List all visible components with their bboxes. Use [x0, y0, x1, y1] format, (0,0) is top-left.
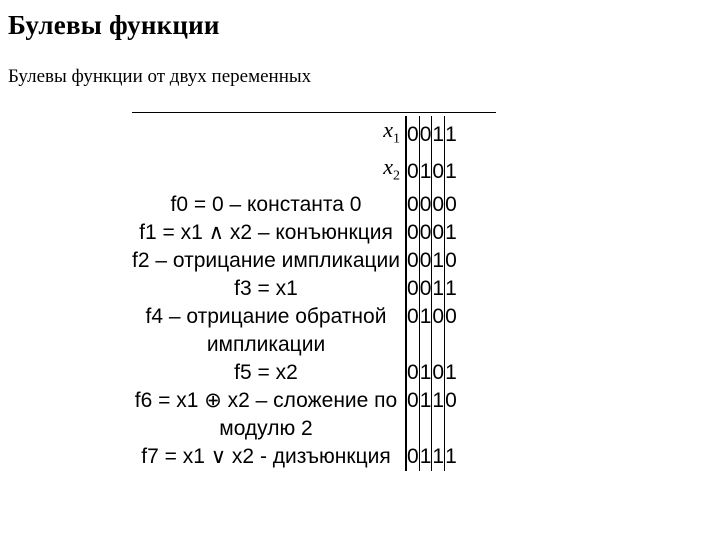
function-row [132, 219, 457, 247]
value-cell: 1 [445, 443, 457, 471]
value-cell: 1 [445, 359, 457, 387]
page-subtitle: Булевы функции от двух переменных [8, 66, 312, 87]
value-cell: 0 [445, 191, 457, 219]
value-cell: 1 [432, 116, 445, 153]
function-description: f5 = x2 [234, 360, 298, 384]
value-cell: 0 [406, 359, 419, 387]
value-cell: 1 [432, 247, 445, 275]
function-row-continuation [132, 331, 457, 359]
function-description: f4 – отрицание обратной [145, 304, 387, 328]
value-cell: 0 [406, 219, 419, 247]
function-description: f1 = x1 ∧ x2 – конъюнкция [139, 220, 393, 244]
function-description: f2 – отрицание импликации [132, 248, 400, 272]
value-cell: 0 [432, 359, 445, 387]
function-row [132, 247, 457, 275]
value-cell: 0 [406, 303, 419, 331]
value-cell: 1 [445, 153, 457, 190]
value-cell: 0 [419, 116, 432, 153]
value-cell [406, 415, 419, 443]
page-title: Булевы функции [8, 10, 220, 40]
table-top-rule [132, 112, 496, 113]
function-row [132, 303, 457, 331]
value-cell: 0 [445, 247, 457, 275]
value-cell: 1 [419, 359, 432, 387]
truth-table [132, 116, 457, 471]
function-description: f6 = x1 ⊕ x2 – сложение по [134, 388, 398, 412]
function-row [132, 191, 457, 219]
value-cell [419, 331, 432, 359]
function-description: импликации [206, 332, 326, 356]
function-description: f0 = 0 – константа 0 [170, 192, 362, 216]
value-cell [432, 415, 445, 443]
header-row [132, 116, 457, 153]
function-row [132, 275, 457, 303]
variable-label [132, 153, 406, 190]
value-cell: 0 [432, 303, 445, 331]
value-cell: 1 [445, 219, 457, 247]
value-cell: 0 [432, 219, 445, 247]
value-cell: 0 [406, 443, 419, 471]
function-row [132, 443, 457, 471]
value-cell: 1 [419, 387, 432, 415]
value-cell: 1 [419, 153, 432, 190]
value-cell: 0 [445, 303, 457, 331]
value-cell: 1 [432, 275, 445, 303]
value-cell: 0 [419, 275, 432, 303]
value-cell [406, 331, 419, 359]
value-cell: 0 [419, 191, 432, 219]
value-cell [445, 331, 457, 359]
variable-name: $x_1$ [383, 117, 400, 147]
value-cell: 1 [445, 116, 457, 153]
value-cell: 1 [445, 275, 457, 303]
truth-table-body [132, 116, 457, 471]
header-row [132, 153, 457, 190]
variable-label [132, 116, 406, 153]
function-description: f3 = x1 [234, 276, 298, 300]
value-cell: 0 [406, 116, 419, 153]
value-cell [419, 415, 432, 443]
value-cell: 1 [432, 443, 445, 471]
value-cell [432, 331, 445, 359]
value-cell: 0 [432, 191, 445, 219]
value-cell: 1 [432, 387, 445, 415]
function-description: f7 = x1 ∨ x2 - дизъюнкция [141, 444, 391, 468]
value-cell: 0 [419, 219, 432, 247]
function-description: модулю 2 [219, 416, 313, 440]
value-cell: 0 [445, 387, 457, 415]
value-cell: 0 [432, 153, 445, 190]
variable-subscript: 2 [393, 168, 400, 184]
function-row [132, 359, 457, 387]
value-cell: 0 [406, 275, 419, 303]
value-cell [445, 415, 457, 443]
value-cell: 0 [419, 247, 432, 275]
value-cell: 0 [406, 191, 419, 219]
value-cell: 1 [419, 443, 432, 471]
value-cell: 0 [406, 247, 419, 275]
variable-subscript: 1 [393, 131, 400, 147]
value-cell: 0 [406, 387, 419, 415]
function-row [132, 387, 457, 415]
function-row-continuation [132, 415, 457, 443]
variable-name: $x_2$ [383, 154, 400, 184]
value-cell: 0 [406, 153, 419, 190]
value-cell: 1 [419, 303, 432, 331]
